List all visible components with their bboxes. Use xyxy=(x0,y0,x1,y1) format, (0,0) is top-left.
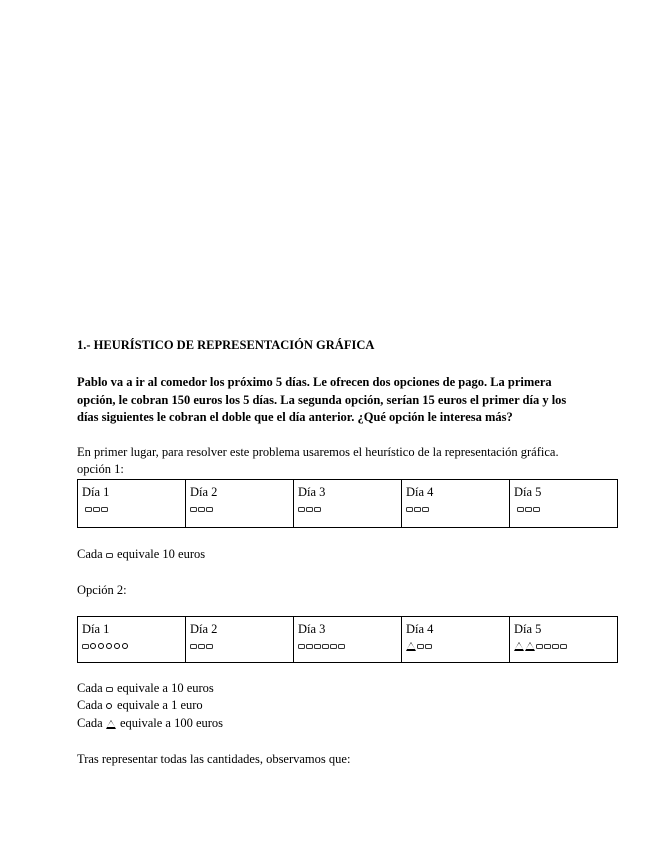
option2-legend-row xyxy=(77,680,214,698)
option1-table xyxy=(77,479,618,528)
legend-suffix: equivale a 10 euros xyxy=(116,681,214,695)
legend-prefix: Cada xyxy=(77,547,103,561)
conclusion-text: Tras representar todas las cantidades, observamos que: xyxy=(77,752,351,766)
small-circle-icon xyxy=(90,643,96,649)
triangle-icon xyxy=(514,642,524,651)
triangle-icon xyxy=(106,720,116,729)
triangle-icon xyxy=(406,642,416,651)
small-square-icon xyxy=(414,507,421,512)
small-square-icon xyxy=(298,644,305,649)
option1-label: opción 1: xyxy=(77,462,124,476)
small-square-icon xyxy=(406,507,413,512)
day-label: Día 5 xyxy=(514,485,542,499)
option2-day-cell xyxy=(402,617,510,663)
option2-label: Opción 2: xyxy=(77,583,127,597)
day-label: Día 1 xyxy=(82,485,110,499)
option1-legend xyxy=(77,546,205,564)
day-symbols xyxy=(298,502,397,514)
day-symbols xyxy=(406,502,505,514)
small-square-icon xyxy=(425,644,432,649)
small-square-icon xyxy=(544,644,551,649)
small-square-icon xyxy=(101,507,108,512)
option1-day-cell xyxy=(186,480,294,528)
small-square-icon xyxy=(338,644,345,649)
day-symbols xyxy=(298,639,397,651)
small-square-icon xyxy=(560,644,567,649)
day-symbols xyxy=(190,502,289,514)
small-square-icon xyxy=(206,644,213,649)
day-symbols xyxy=(406,639,505,651)
small-square-icon xyxy=(85,507,92,512)
day-label: Día 2 xyxy=(190,485,218,499)
day-label: Día 5 xyxy=(514,622,542,636)
legend-prefix: Cada xyxy=(77,698,103,712)
small-square-icon xyxy=(536,644,543,649)
small-circle-icon xyxy=(106,703,112,709)
problem-statement: Pablo va a ir al comedor los próximo 5 días. Le ofrecen dos opciones de pago. La primera opción, le cobran 150 euros los 5 días. La segunda opción, serían 15 euros el primer día y los días siguientes le cobran el doble que el día anterior. ¿Qué opción le interesa más? xyxy=(77,375,567,424)
small-circle-icon xyxy=(106,643,112,649)
small-square-icon xyxy=(206,507,213,512)
day-symbols xyxy=(514,502,613,514)
triangle-icon xyxy=(525,642,535,651)
legend-suffix: equivale a 100 euros xyxy=(119,716,224,730)
small-square-icon xyxy=(190,507,197,512)
option2-legend-row xyxy=(77,697,203,715)
small-circle-icon xyxy=(122,643,128,649)
day-label: Día 4 xyxy=(406,485,434,499)
small-circle-icon xyxy=(114,643,120,649)
small-square-icon xyxy=(306,644,313,649)
small-square-icon xyxy=(93,507,100,512)
legend-suffix: equivale 10 euros xyxy=(116,547,206,561)
option2-day-cell xyxy=(294,617,402,663)
small-square-icon xyxy=(417,644,424,649)
small-square-icon xyxy=(322,644,329,649)
small-square-icon xyxy=(314,507,321,512)
option1-day-cell xyxy=(294,480,402,528)
day-symbols xyxy=(82,502,181,514)
option1-day-cell xyxy=(510,480,618,528)
day-label: Día 3 xyxy=(298,622,326,636)
small-square-icon xyxy=(198,507,205,512)
section-heading: 1.- HEURÍSTICO DE REPRESENTACIÓN GRÁFICA xyxy=(77,338,375,352)
option2-day-cell xyxy=(510,617,618,663)
day-symbols xyxy=(82,639,181,651)
day-label: Día 3 xyxy=(298,485,326,499)
small-square-icon xyxy=(422,507,429,512)
small-square-icon xyxy=(106,687,113,692)
small-square-icon xyxy=(190,644,197,649)
day-label: Día 1 xyxy=(82,622,110,636)
small-square-icon xyxy=(106,553,113,558)
option2-legend-row xyxy=(77,715,223,733)
legend-prefix: Cada xyxy=(77,716,103,730)
small-square-icon xyxy=(330,644,337,649)
day-symbols xyxy=(190,639,289,651)
option2-day-cell xyxy=(78,617,186,663)
day-symbols xyxy=(514,639,613,651)
day-label: Día 2 xyxy=(190,622,218,636)
small-square-icon xyxy=(525,507,532,512)
option1-day-cell xyxy=(402,480,510,528)
small-square-icon xyxy=(314,644,321,649)
option1-day-cell xyxy=(78,480,186,528)
small-square-icon xyxy=(298,507,305,512)
option2-table xyxy=(77,616,618,663)
option2-row xyxy=(78,617,618,663)
option1-row xyxy=(78,480,618,528)
legend-suffix: equivale a 1 euro xyxy=(116,698,203,712)
small-square-icon xyxy=(306,507,313,512)
small-square-icon xyxy=(552,644,559,649)
option2-day-cell xyxy=(186,617,294,663)
small-square-icon xyxy=(82,644,89,649)
intro-paragraph: En primer lugar, para resolver este problema usaremos el heurístico de la representación gráfica. xyxy=(77,445,559,459)
small-circle-icon xyxy=(98,643,104,649)
small-square-icon xyxy=(533,507,540,512)
small-square-icon xyxy=(517,507,524,512)
day-label: Día 4 xyxy=(406,622,434,636)
legend-prefix: Cada xyxy=(77,681,103,695)
small-square-icon xyxy=(198,644,205,649)
